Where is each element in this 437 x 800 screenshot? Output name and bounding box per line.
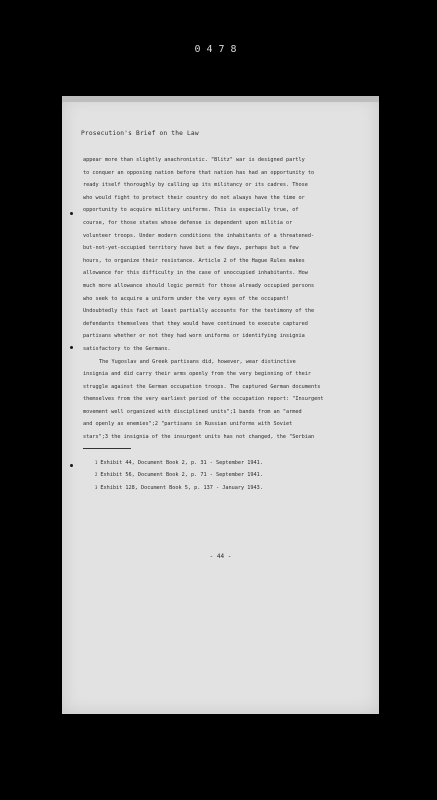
margin-mark [70,212,73,215]
footnote [83,457,365,470]
body-line: to conquer an opposing nation before that nation has had an opportunity to [83,169,315,176]
body-line: The Yugoslav and Greek partisans did, however, wear distinctive [99,358,296,365]
footnote [83,482,365,495]
body-line: hours, to organize their resistance. Article 2 of the Hague Rules makes [83,257,305,264]
body-line: themselves from the very earliest period of the occupation report: "Insurgent [83,396,324,403]
footnote-text: Exhibit 44, Document Book 2, p. 31 - September 1941. [100,459,263,466]
body-line: much more allowance should logic permit for those already occupied persons [83,282,315,289]
page-number: - 44 - [209,553,232,560]
body-line: defendants themselves that they would have continued to execute captured [83,320,308,327]
body-line: stars";3 the insignia of the insurgent units has not changed, the "Serbian [83,434,315,441]
page-edge-strip [62,96,379,102]
margin-mark [70,346,73,349]
footnote-marker: 2 [95,472,98,478]
body-line: volunteer troops. Under modern conditions the inhabitants of a threatened- [83,232,315,239]
footnote-marker: 3 [95,484,98,490]
body-line: who would fight to protect their country do not always have the time or [83,194,305,201]
body-line: appear more than slightly anachronistic. "Blitz" war is designed partly [83,157,305,163]
body-line: partisans whether or not they had worn uniforms or identifying insignia [83,333,305,340]
footnote-marker: 1 [95,459,98,465]
body-line: movement well organized with disciplined units";1 bands from an "armed [83,408,302,415]
body-line: allowance for this difficulty in the case of unoccupied inhabitants. How [83,270,308,277]
footnote-text: Exhibit 56, Document Book 2, p. 71 - September 1941. [100,472,263,479]
body-line: ready itself thoroughly by calling up its militancy or its cadres. Those [83,182,308,189]
footnote-rule [83,448,131,449]
footnote [83,469,365,482]
body-line: who seek to acquire a uniform under the very eyes of the occupant! [83,295,290,302]
footnote-text: Exhibit 128, Document Book 5, p. 137 - January 1943. [100,484,263,491]
body-line: struggle against the German occupation troops. The captured German documents [83,383,321,390]
body-line: insignia and did carry their arms openly from the very beginning of their [83,371,311,378]
body-line: Undoubtedly this fact at least partially accounts for the testimony of the [83,308,315,315]
document-header: Prosecution's Brief on the Law [81,130,199,137]
document-body [83,154,365,494]
document-page [62,96,379,714]
margin-mark [70,464,73,467]
body-line: but-not-yet-occupied territory have but a few days, perhaps but a few [83,245,299,252]
body-line: opportunity to acquire military uniforms. This is especially true, of [83,207,299,214]
body-line: course, for those states whose defense is dependent upon militia or [83,219,293,226]
body-line: and openly as enemies";2 "partisans in Russian uniforms with Soviet [83,421,293,428]
body-line: satisfactory to the Germans. [83,345,171,352]
frame-number: 0478 [194,44,243,55]
